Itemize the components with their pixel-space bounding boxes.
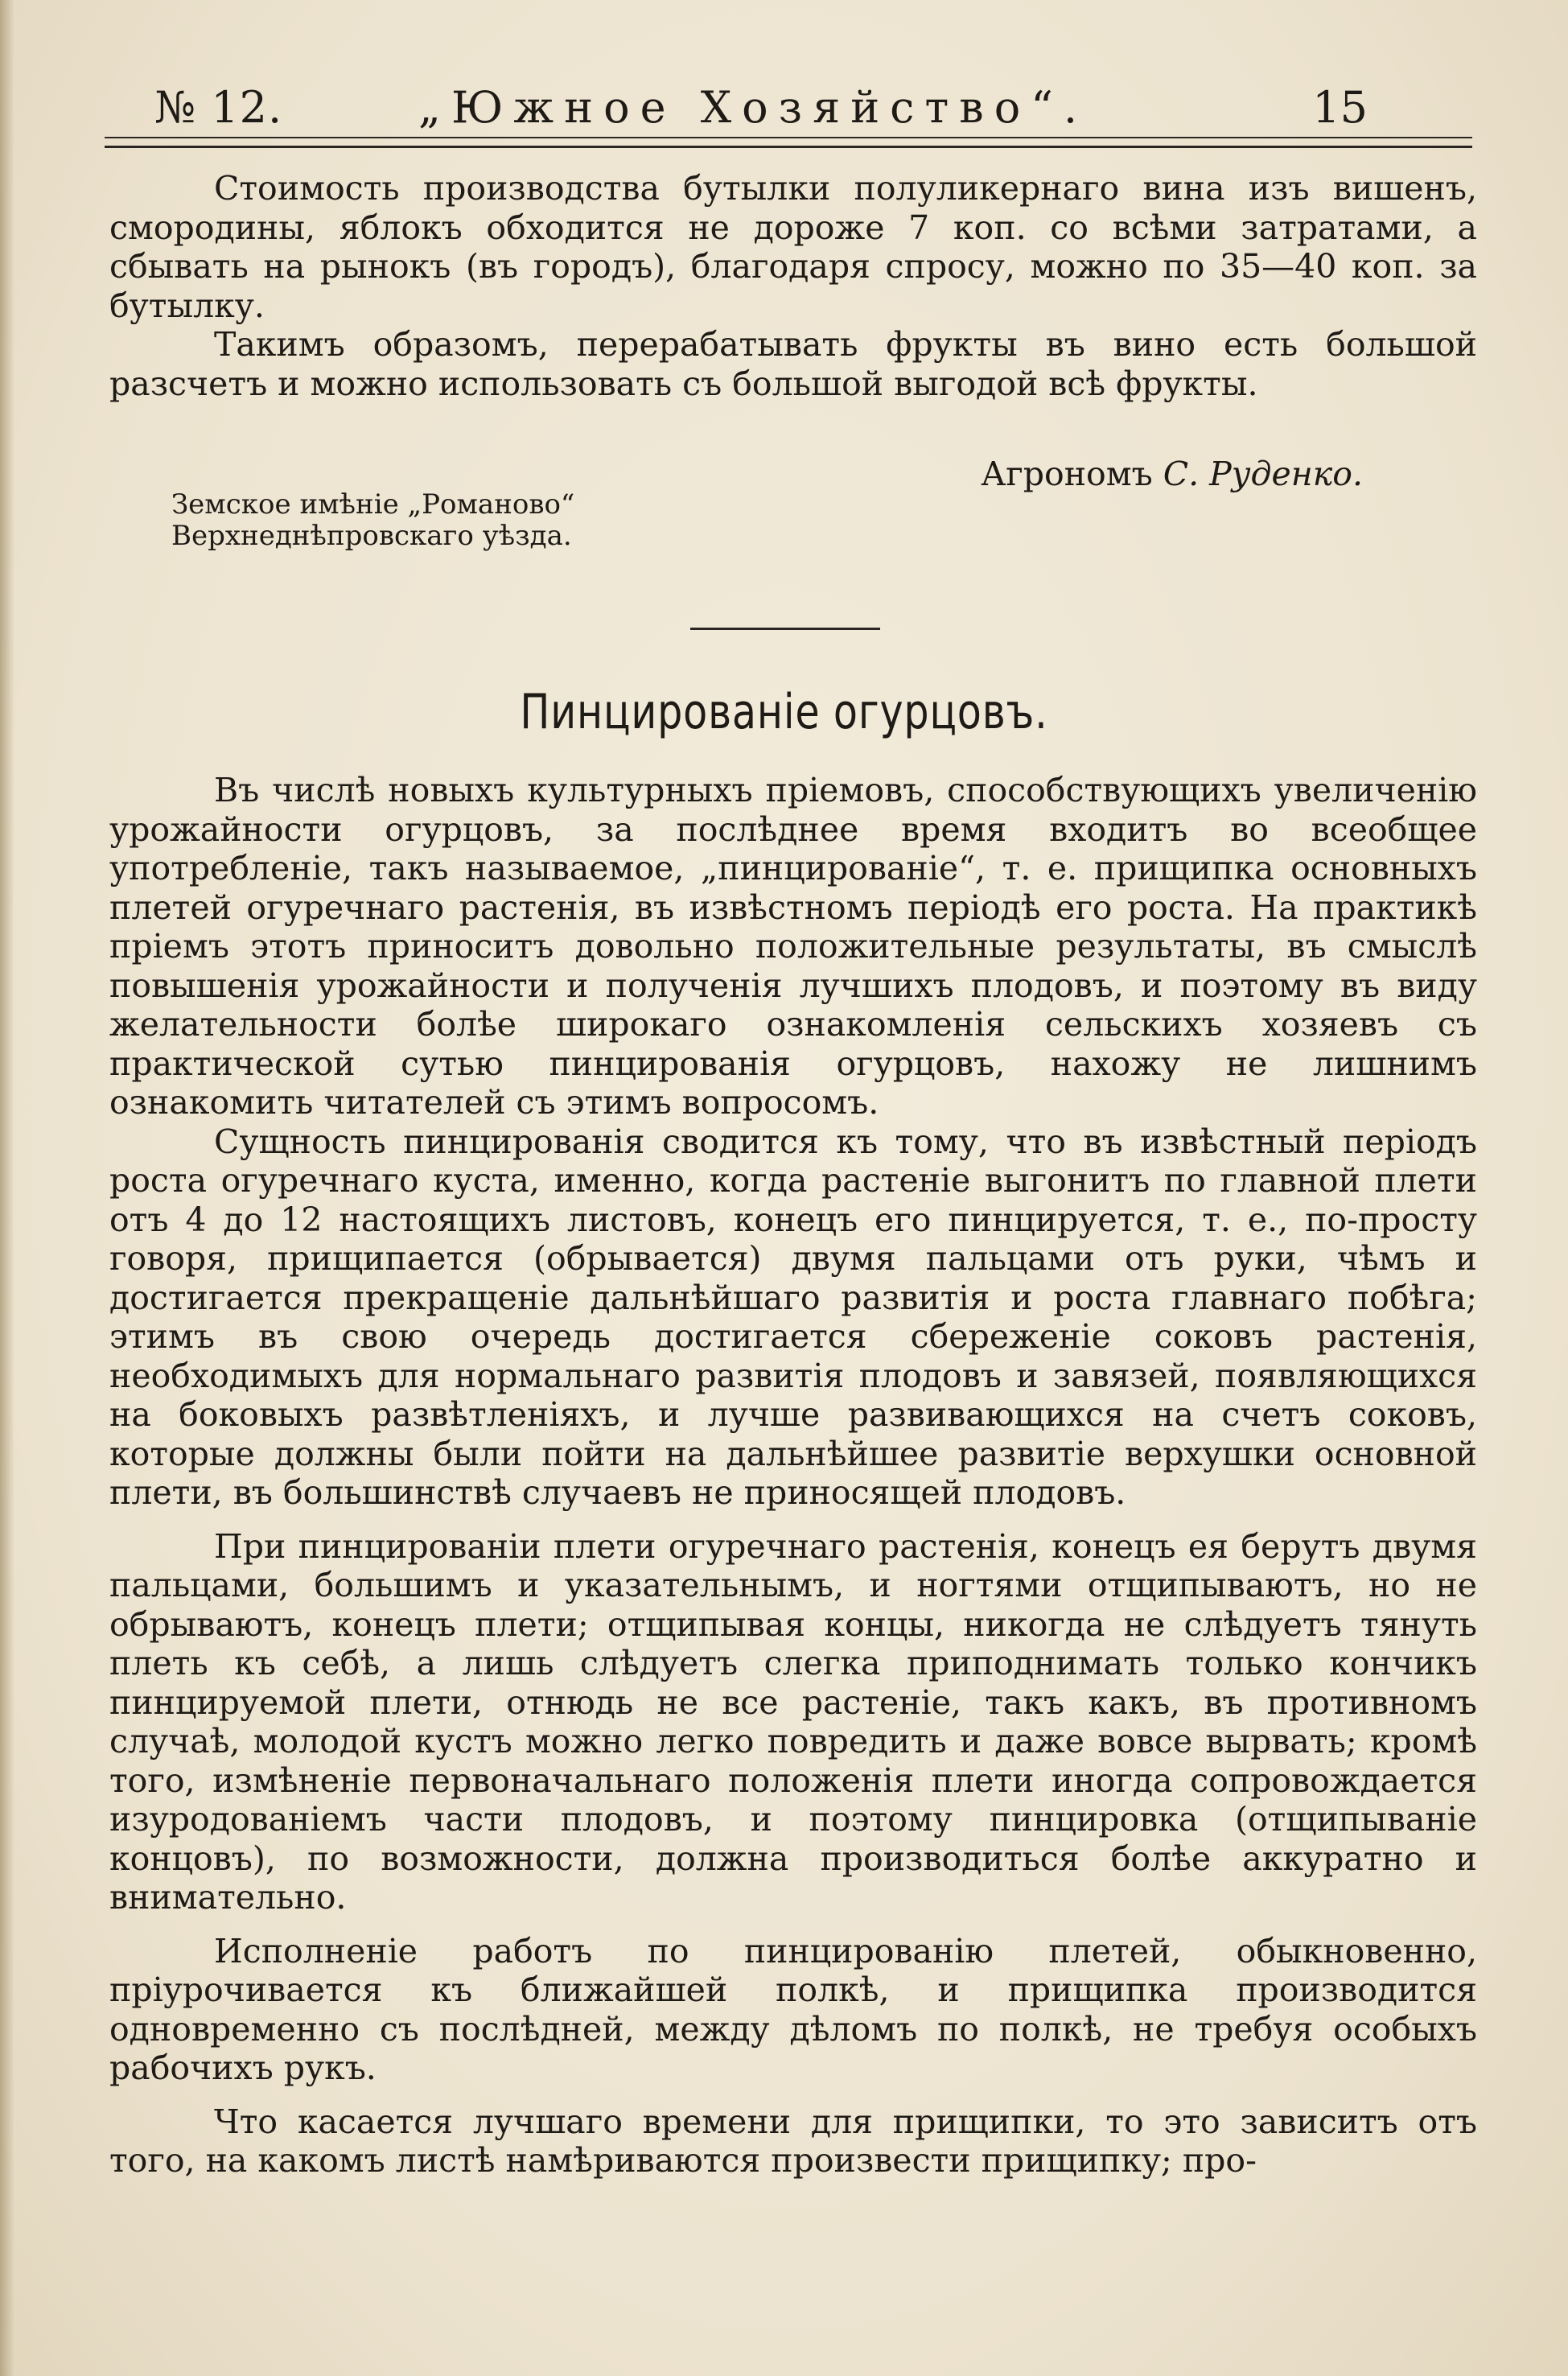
estate-line-1: Земское имѣніе „Романово“ (171, 488, 575, 521)
page-number: 15 (1312, 82, 1368, 133)
article-body (109, 771, 1477, 2180)
author-name: С. Руденко. (1163, 455, 1363, 493)
running-header (105, 74, 1440, 138)
journal-title: „Южное Хозяйство“. (418, 82, 1088, 133)
article-paragraph: Исполненіе работъ по пинцированію плетей, обыкновенно, пріурочивается къ ближайшей полкѣ, и прищипка производится одновременно съ послѣдней, между дѣломъ по полкѣ, не требуя особыхъ рабочихъ рукъ. (109, 1931, 1477, 2087)
author-signature (981, 455, 1363, 493)
article-paragraph: Сущность пинцированія сводится къ тому, что въ извѣстный періодъ роста огуречнаго куста, именно, когда растеніе выгонитъ по главной плети отъ 4 до 12 настоящихъ листовъ, конецъ его пинцируется, т. е., по-просту говоря, прищипается (обрывается) двумя пальцами отъ руки, чѣмъ и достигается прекращеніе дальнѣйшаго развитія и роста главнаго побѣга; этимъ въ свою очередь достигается сбереженіе соковъ растенія, необходимыхъ для нормальнаго развитія плодовъ и завязей, появляющихся на боковыхъ развѣтленіяхъ, и лучше развивающихся на счетъ соковъ, которые должны были пойти на дальнѣйшее развитіе верхушки основной плети, въ большинствѣ случаевъ не приносящей плодовъ. (109, 1122, 1477, 1512)
section-separator (690, 628, 880, 630)
intro-paragraph: Стоимость производства бутылки полуликернаго вина изъ вишенъ, смородины, яблокъ обходится не дороже 7 коп. со всѣми затратами, а сбывать на рынокъ (въ городъ), благодаря спросу, можно по 35—40 коп. за бутылку. (109, 169, 1477, 325)
intro-paragraph: Такимъ образомъ, перерабатывать фрукты въ вино есть большой разсчетъ и можно использовать съ большой выгодой всѣ фрукты. (109, 325, 1477, 403)
page-edge-shadow (0, 0, 14, 2376)
estate-location (171, 489, 574, 552)
article-paragraph: Въ числѣ новыхъ культурныхъ пріемовъ, способствующихъ увеличенію урожайности огурцовъ, за послѣднее время входитъ во всеобщее употребленіе, такъ называемое, „пинцированіе“, т. е. прищипка основныхъ плетей огуречнаго растенія, въ извѣстномъ періодѣ его роста. На практикѣ пріемъ этотъ приноситъ довольно положительные результаты, въ смыслѣ повышенія урожайности и полученія лучшихъ плодовъ, и поэтому въ виду желательности болѣе широкаго ознакомленія сельскихъ хозяевъ съ практической сутью пинцированія огурцовъ, нахожу не лишнимъ ознакомить читателей съ этимъ вопросомъ. (109, 771, 1477, 1122)
author-role: Агрономъ (981, 455, 1153, 493)
article-paragraph: Что касается лучшаго времени для прищипки, то это зависитъ отъ того, на какомъ листѣ намѣриваются произвести прищипку; про- (109, 2102, 1477, 2180)
article-paragraph: При пинцированіи плети огуречнаго растенія, конецъ ея берутъ двумя пальцами, большимъ и указательнымъ, и ногтями отщипываютъ, но не обрываютъ, конецъ плети; отщипывая концы, никогда не слѣдуетъ тянуть плеть къ себѣ, а лишь слѣдуетъ слегка приподнимать только кончикъ пинцируемой плети, отнюдь не все растеніе, такъ какъ, въ противномъ случаѣ, молодой кустъ можно легко повредить и даже вовсе вырвать; кромѣ того, измѣненіе первоначальнаго положенія плети иногда сопровождается изуродованіемъ части плодовъ, и поэтому пинцировка (отщипываніе концовъ), по возможности, должна производиться болѣе аккуратно и внимательно. (109, 1526, 1477, 1917)
estate-line-2: Верхнеднѣпровскаго уѣзда. (171, 520, 572, 552)
header-double-rule (105, 137, 1472, 148)
intro-text (109, 169, 1477, 403)
issue-number: № 12. (154, 82, 283, 133)
article-title: Пинцированіе огурцовъ. (520, 684, 1048, 740)
